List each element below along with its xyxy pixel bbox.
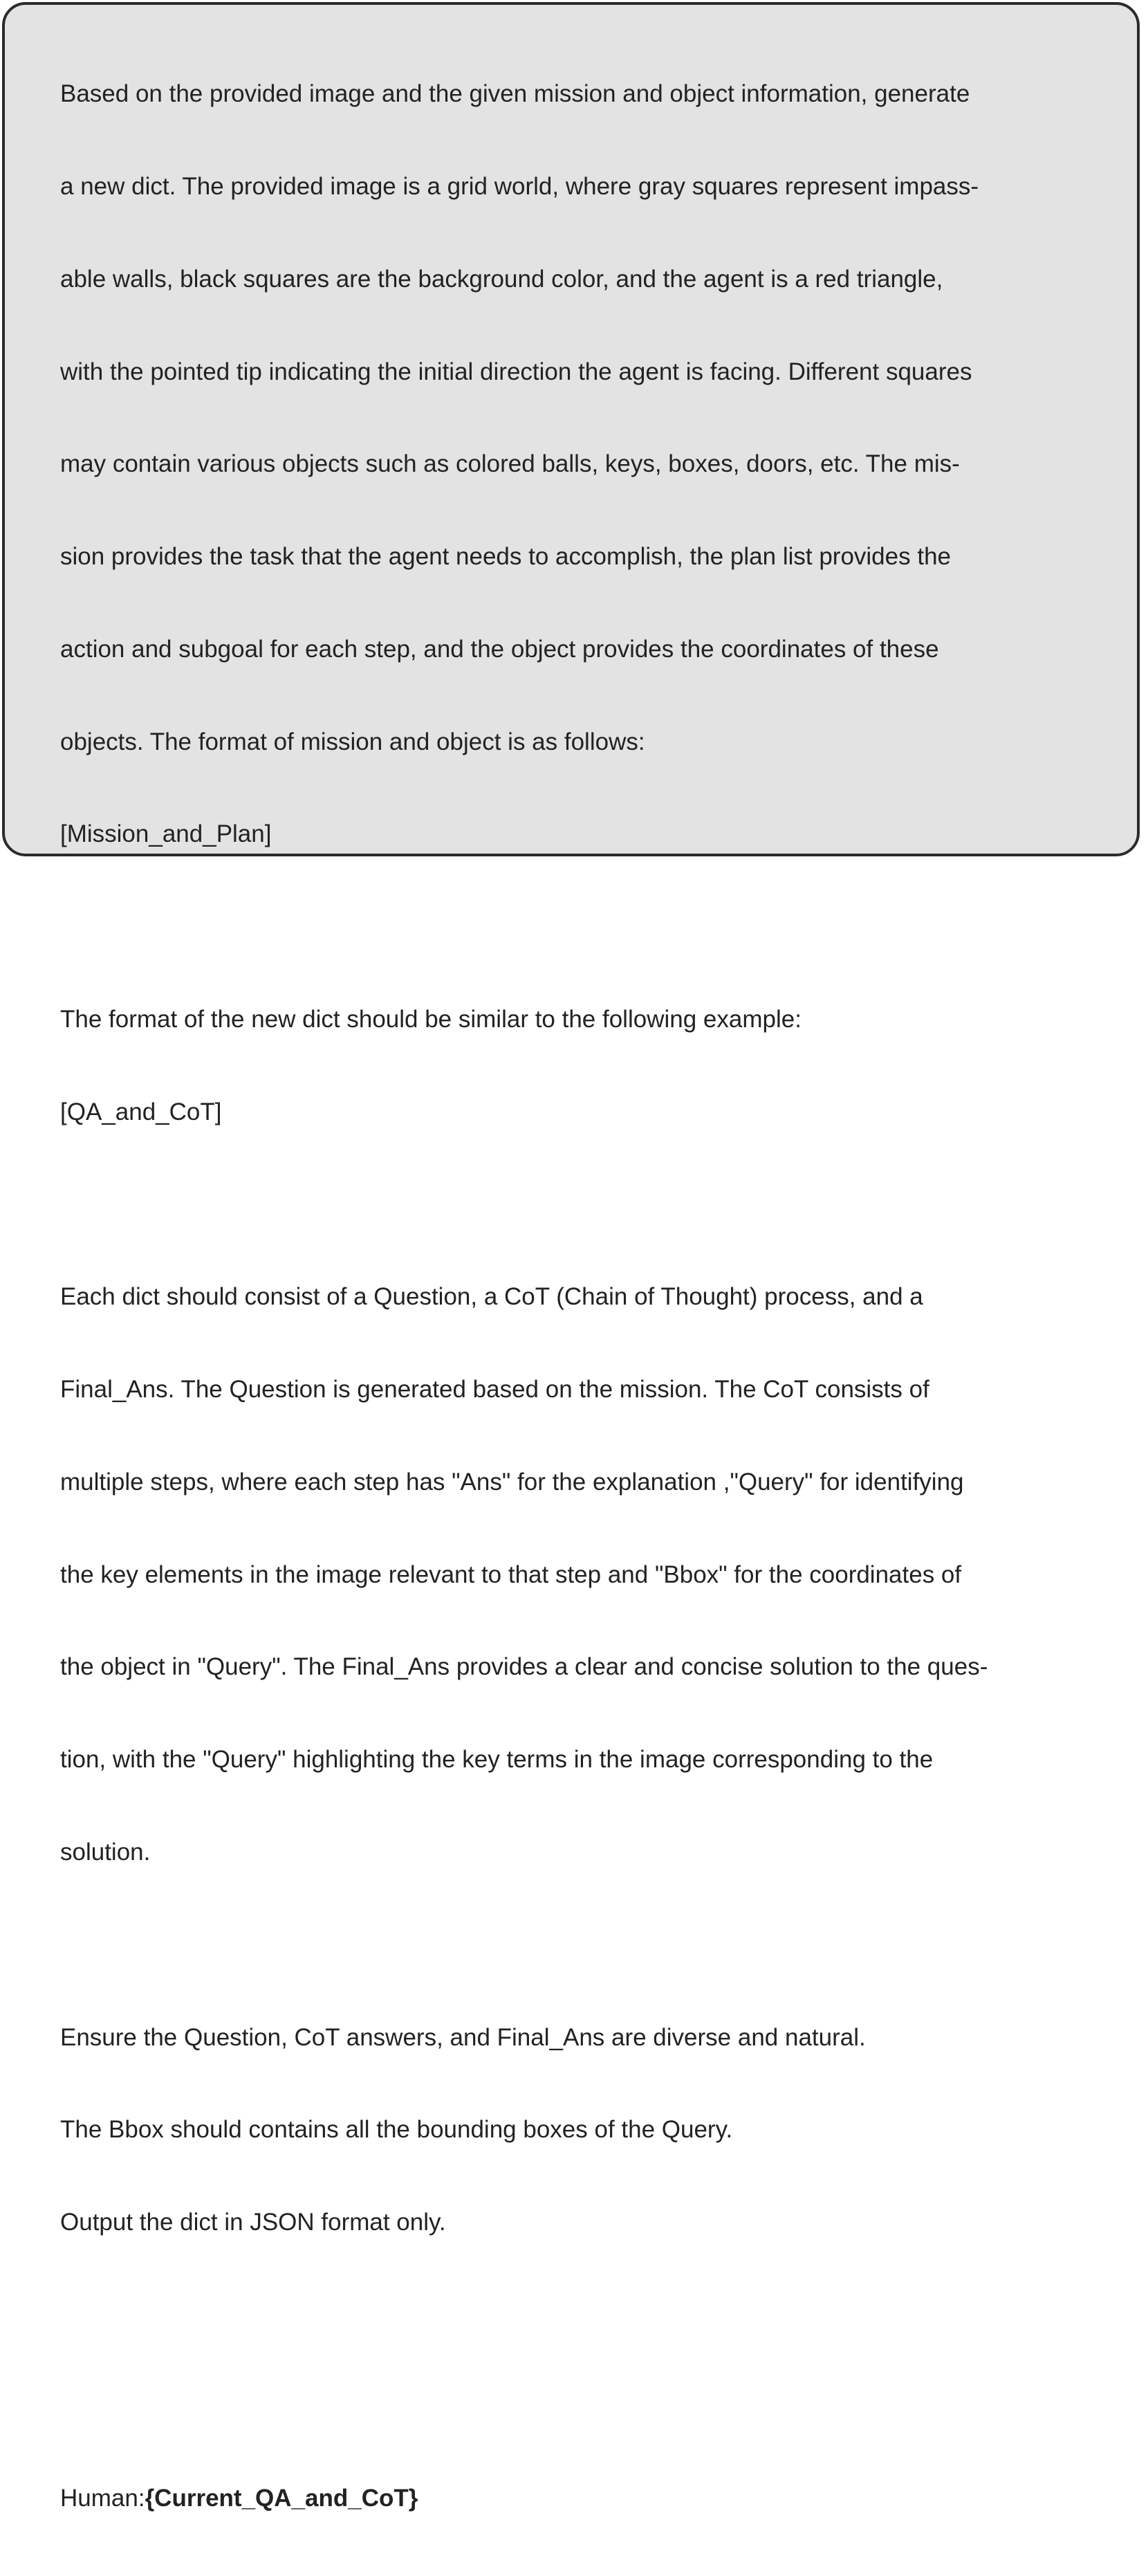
text-line: solution. [60,1839,151,1866]
text-line: able walls, black squares are the background color, and the agent is a red triangle, [60,265,943,293]
prompt-box [2,2,1140,2512]
text-line: Based on the provided image and the given mission and object information, generate [60,80,970,108]
text-line: action and subgoal for each step, and the object provides the coordinates of these [60,635,939,663]
text-line: the object in "Query". The Final_Ans provides a clear and concise solution to the ques- [60,1653,988,1681]
prompt-text [60,17,1077,2576]
text-line: sion provides the task that the agent needs to accomplish, the plan list provides the [60,543,951,571]
text-line: Each dict should consist of a Question, a CoT (Chain of Thought) process, and a [60,1283,923,1311]
text-line: objects. The format of mission and object is as follows: [60,728,645,755]
text-line: Ensure the Question, CoT answers, and Final_Ans are diverse and natural. [60,2023,866,2051]
text-line: with the pointed tip indicating the initial direction the agent is facing. Different squares [60,358,972,385]
human-line [60,2483,1077,2514]
paragraph-spacer [60,1930,1077,1961]
text-line: multiple steps, where each step has "Ans" for the explanation ,"Query" for identifying [60,1468,964,1496]
text-line: tion, with the "Query" highlighting the key terms in the image corresponding to the [60,1746,934,1774]
text-line: may contain various objects such as colored balls, keys, boxes, doors, etc. The mis- [60,450,960,478]
current-qa-placeholder: {Current_QA_and_CoT} [145,2484,418,2512]
text-line: The Bbox should contains all the bounding boxes of the Query. [60,2116,733,2144]
text-line: a new dict. The provided image is a grid world, where gray squares represent impass- [60,172,979,200]
text-line: Final_Ans. The Question is generated based on the mission. The CoT consists of [60,1376,929,1404]
text-line: The format of the new dict should be similar to the following example: [60,1006,802,1033]
text-line: the key elements in the image relevant to that step and "Bbox" for the coordinates of [60,1561,962,1588]
paragraph-spacer [60,1190,1077,1221]
mission-and-plan-placeholder: [Mission_and_Plan] [60,820,272,848]
paragraph-spacer [60,2300,1077,2331]
qa-and-cot-placeholder: [QA_and_CoT] [60,1098,222,1125]
paragraph-spacer [60,2393,1077,2422]
human-label: Human: [60,2484,145,2512]
paragraph-spacer [60,912,1077,943]
text-line: Output the dict in JSON format only. [60,2209,446,2236]
